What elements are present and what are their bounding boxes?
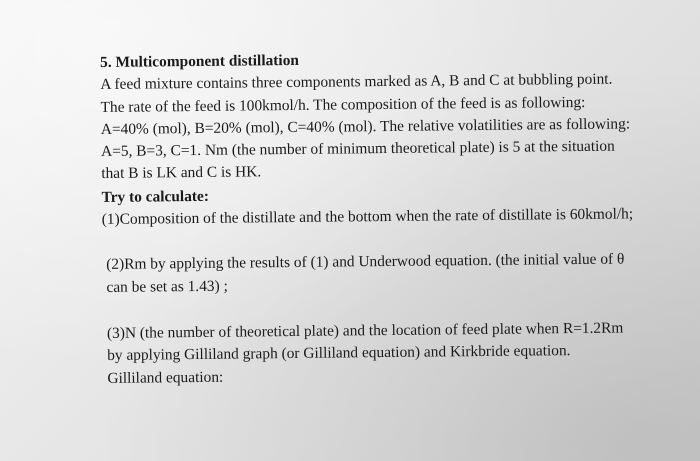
question-3-line-2: by applying Gilliland graph (or Gilliland equation) and Kirkbride equation. [107,342,571,365]
task-heading: Try to calculate: [101,187,210,206]
intro-line-4: A=5, B=3, C=1. Nm (the number of minimum theoretical plate) is 5 at the situation [100,137,615,161]
question-3-line-3: Gilliland equation: [107,368,224,387]
intro-line-3: A=40% (mol), B=20% (mol), C=40% (mol). The relative volatilities are as following: [100,115,631,138]
question-1: (1)Composition of the distillate and the bottom when the rate of distillate is 60kmol/h; [101,205,634,229]
question-2-line-2: can be set as 1.43) ; [106,277,228,296]
problem-text [100,46,664,390]
problem-title: 5. Multicomponent distillation [100,51,300,71]
question-2-line-1: (2)Rm by applying the results of (1) and Underwood equation. (the initial value of θ [106,250,625,274]
intro-line-1: A feed mixture contains three components marked as A, B and C at bubbling point. [100,70,613,94]
question-3-line-1: (3)N (the number of theoretical plate) and the location of feed plate when R=1.2Rm [106,319,624,342]
intro-line-5: that B is LK and C is HK. [101,163,262,183]
intro-line-2: The rate of the feed is 100kmol/h. The composition of the feed is as following: [100,93,586,116]
